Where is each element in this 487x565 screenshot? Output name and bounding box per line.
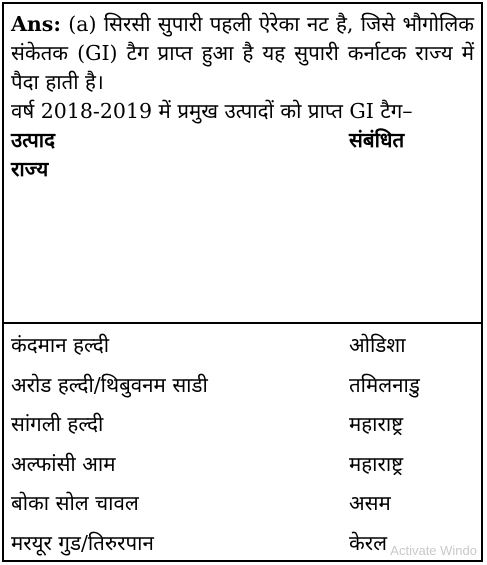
state-name: ओडिशा <box>349 333 406 357</box>
header-product: उत्पाद <box>11 128 55 152</box>
table-header <box>11 126 474 184</box>
product-name: बोका सोल चावल <box>11 491 139 515</box>
product-name: सांगली हल्दी <box>11 412 104 436</box>
list-item <box>11 330 474 370</box>
product-name: अल्फांसी आम <box>11 451 116 476</box>
answer-paragraph <box>11 10 474 97</box>
list-item <box>11 488 474 528</box>
list-item <box>11 449 474 489</box>
list-item <box>11 409 474 449</box>
state-name: तमिलनाडु <box>349 372 420 397</box>
answer-label: Ans: <box>11 12 61 36</box>
header-state-continued: राज्य <box>11 157 49 181</box>
gi-tag-list <box>4 324 481 562</box>
answer-box <box>2 2 483 562</box>
state-name: महाराष्ट्र <box>349 451 404 476</box>
product-name: मरयूर गुड/तिरुरपान <box>11 530 154 555</box>
list-item <box>11 370 474 410</box>
header-state: संबंधित <box>349 128 405 152</box>
activate-windows-watermark: Activate Windo <box>390 543 477 558</box>
state-name: असम <box>349 491 391 515</box>
product-name: अरोड हल्दी/थिबुवनम साडी <box>11 372 208 397</box>
state-name: महाराष्ट्र <box>349 412 404 436</box>
product-name: कंदमान हल्दी <box>11 333 110 357</box>
gi-tag-intro: वर्ष 2018-2019 में प्रमुख उत्पादों को प्राप्त GI टैग– <box>11 99 413 123</box>
answer-text: (a) सिरसी सुपारी पहली ऐरेका नट है, जिसे भौगोलिक संकेतक (GI) टैग प्राप्त हुआ है यह सुपारी कर्नाटक राज्य में पैदा हाती है। <box>11 12 474 94</box>
state-name: केरल <box>349 530 388 555</box>
answer-section <box>4 4 481 324</box>
